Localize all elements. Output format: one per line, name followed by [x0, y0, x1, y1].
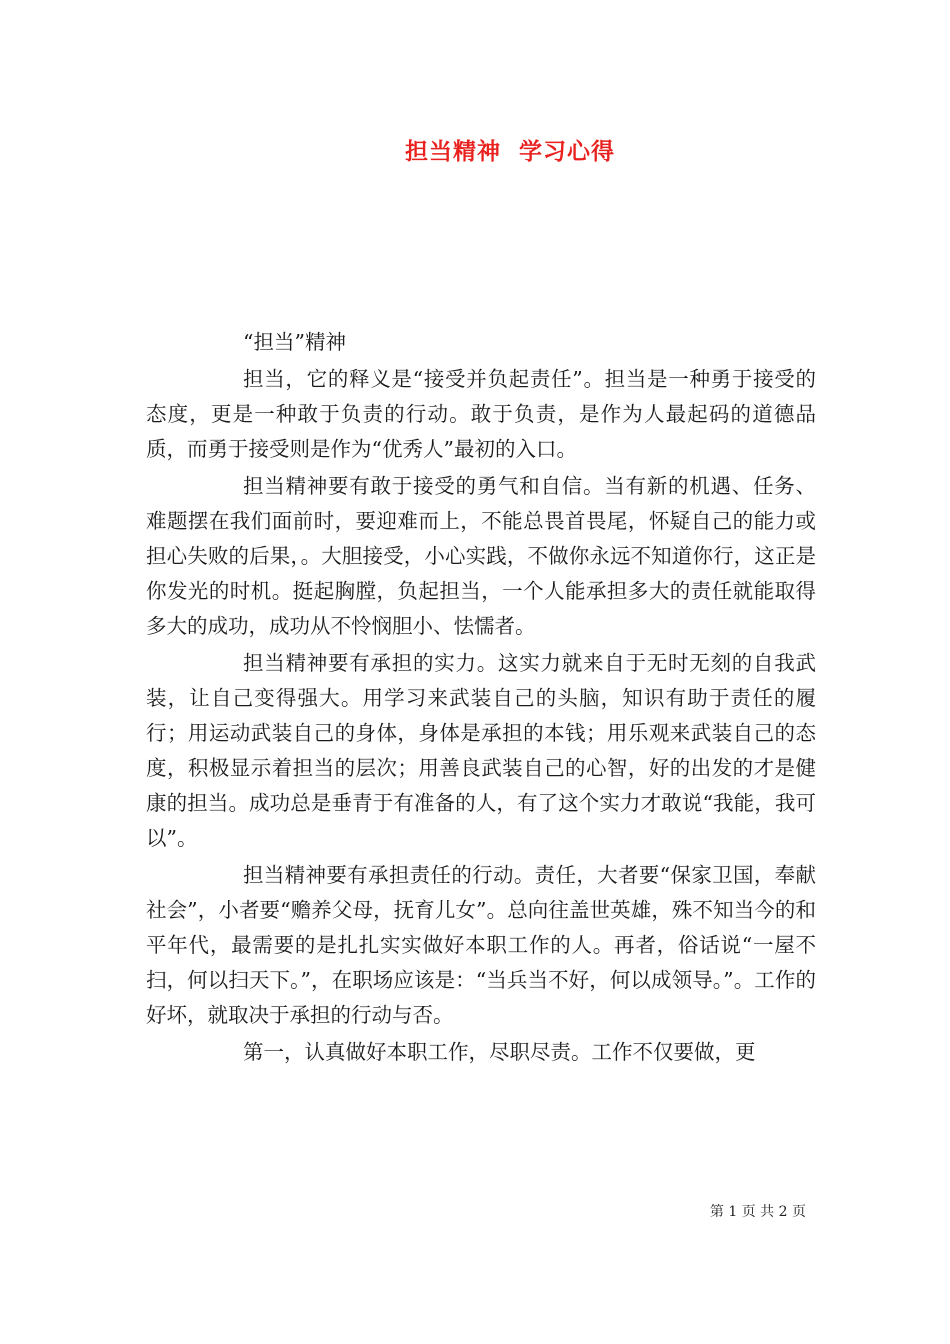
paragraph-strength: 担当精神要有承担的实力。这实力就来自于无时无刻的自我武装，让自己变得强大。用学习来武装自己的头脑，知识有助于责任的履行；用运动武装自己的身体，身体是承担的本钱；用乐观来武装自己的态度，积极显示着担当的层次；用善良武装自己的心智，好的出发的才是健康的担当。成功总是垂青于有准备的人，有了这个实力才敢说“我能，我可以”。 [146, 651, 816, 850]
section-heading: “担当”精神 [243, 330, 346, 354]
page-number: 第 1 页 共 2 页 [709, 1204, 806, 1220]
page-title: 担当精神 学习心得 [404, 139, 615, 165]
paragraph-definition: 担当，它的释义是“接受并负起责任”。担当是一种勇于接受的态度，更是一种敢于负责的行动。敢于负责，是作为人最起码的道德品质，而勇于接受则是作为“优秀人”最初的入口。 [146, 367, 816, 461]
paragraph-action: 担当精神要有承担责任的行动。责任，大者要“保家卫国，奉献社会”，小者要“赡养父母，抚育儿女”。总向往盖世英雄，殊不知当今的和平年代，最需要的是扎扎实实做好本职工作的人。再者，俗话说“一屋不扫，何以扫天下。”，在职场应该是：“当兵当不好，何以成领导。”。工作的好坏，就取决于承担的行动与否。 [146, 863, 816, 1027]
paragraph-first-point: 第一，认真做好本职工作，尽职尽责。工作不仅要做，更 [243, 1040, 756, 1064]
paragraph-courage: 担当精神要有敢于接受的勇气和自信。当有新的机遇、任务、难题摆在我们面前时，要迎难而上，不能总畏首畏尾，怀疑自己的能力或担心失败的后果，。大胆接受，小心实践，不做你永远不知道你行，这正是你发光的时机。挺起胸膛，负起担当，一个人能承担多大的责任就能取得多大的成功，成功从不怜悯胆小、怯懦者。 [146, 474, 816, 638]
document-body [146, 325, 816, 1072]
